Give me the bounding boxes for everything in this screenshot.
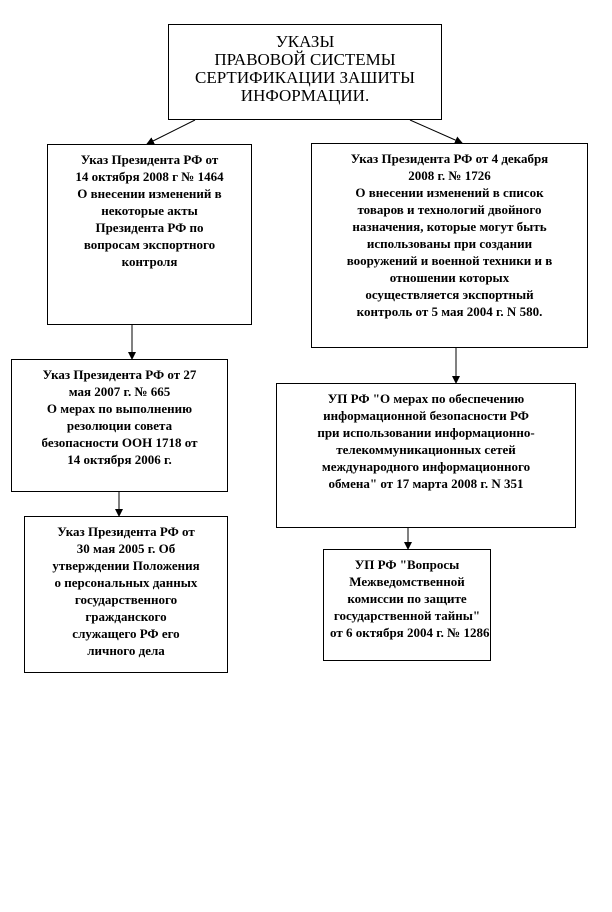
- box-text-line: обмена" от 17 марта 2008 г. N 351: [328, 476, 524, 491]
- box-text-line: Указ Президента РФ от: [80, 152, 219, 167]
- box-text-line: служащего РФ его: [72, 626, 180, 641]
- box-text-line: товаров и технологий двойного: [357, 202, 542, 217]
- box-text-line: контроль от 5 мая 2004 г. N 580.: [356, 304, 543, 319]
- box-text-line: вооружений и военной техники и в: [346, 253, 553, 268]
- left-box-1: [47, 144, 252, 325]
- box-text-line: информационной безопасности РФ: [323, 408, 529, 423]
- box-text-line: О внесении изменений в: [77, 186, 222, 201]
- box-text-line: О мерах по выполнению: [46, 401, 193, 416]
- box-text-line: гражданского: [85, 609, 167, 624]
- left-box-2: [11, 359, 228, 492]
- box-text-line: международного информационного: [321, 459, 531, 474]
- box-text-line: Указ Президента РФ от 4 декабря: [350, 151, 549, 166]
- box-text-line: при использовании информационно-: [317, 425, 535, 440]
- box-text-line: 2008 г. № 1726: [408, 168, 491, 183]
- title-line: СЕРТИФИКАЦИИ ЗАШИТЫ: [195, 68, 415, 87]
- right-box-1: [311, 143, 588, 348]
- box-text-line: вопросам экспортного: [83, 237, 216, 252]
- box-text-line: некоторые акты: [101, 203, 198, 218]
- box-text-line: отношении которых: [389, 270, 510, 285]
- box-text-line: о персональных данных: [54, 575, 198, 590]
- box-text-line: 14 октября 2006 г.: [67, 452, 172, 467]
- title-line: ПРАВОВОЙ СИСТЕМЫ: [214, 50, 396, 69]
- title-line: ИНФОРМАЦИИ.: [240, 86, 370, 105]
- left-box-3: [24, 516, 228, 673]
- box-text-line: УП РФ "О мерах по обеспечению: [327, 391, 525, 406]
- box-text-line: Указ Президента РФ от 27: [42, 367, 197, 382]
- title-line: УКАЗЫ: [275, 32, 335, 51]
- title-box: [168, 24, 442, 120]
- right-box-2: [276, 383, 576, 528]
- arrow-title-to-right: [410, 120, 462, 143]
- arrow-title-to-left: [147, 120, 195, 144]
- box-text-line: 14 октября 2008 г № 1464: [75, 169, 224, 184]
- box-text-line: государственного: [74, 592, 178, 607]
- box-text-line: утверждении Положения: [52, 558, 200, 573]
- box-text-line: безопасности ООН 1718 от: [41, 435, 198, 450]
- box-text-line: комиссии по защите: [347, 591, 467, 606]
- box-text-line: от 6 октября 2004 г. № 1286: [330, 625, 490, 640]
- box-text-line: 30 мая 2005 г. Об: [76, 541, 176, 556]
- box-text-line: контроля: [121, 254, 178, 269]
- box-text-line: Президента РФ по: [95, 220, 204, 235]
- box-text-line: использованы при создании: [366, 236, 533, 251]
- box-text-line: резолюции совета: [66, 418, 173, 433]
- box-text-line: О внесении изменений в список: [355, 185, 544, 200]
- box-text-line: телекоммуникационных сетей: [336, 442, 516, 457]
- box-text-line: государственной тайны": [333, 608, 481, 623]
- box-text-line: Указ Президента РФ от: [57, 524, 195, 539]
- box-text-line: Межведомственной: [349, 574, 465, 589]
- box-text-line: УП РФ "Вопросы: [354, 557, 460, 572]
- box-text-line: мая 2007 г. № 665: [68, 384, 171, 399]
- right-box-3: [323, 549, 491, 661]
- box-text-line: личного дела: [87, 643, 165, 658]
- box-text-line: назначения, которые могут быть: [352, 219, 547, 234]
- box-text-line: осуществляется экспортный: [365, 287, 534, 302]
